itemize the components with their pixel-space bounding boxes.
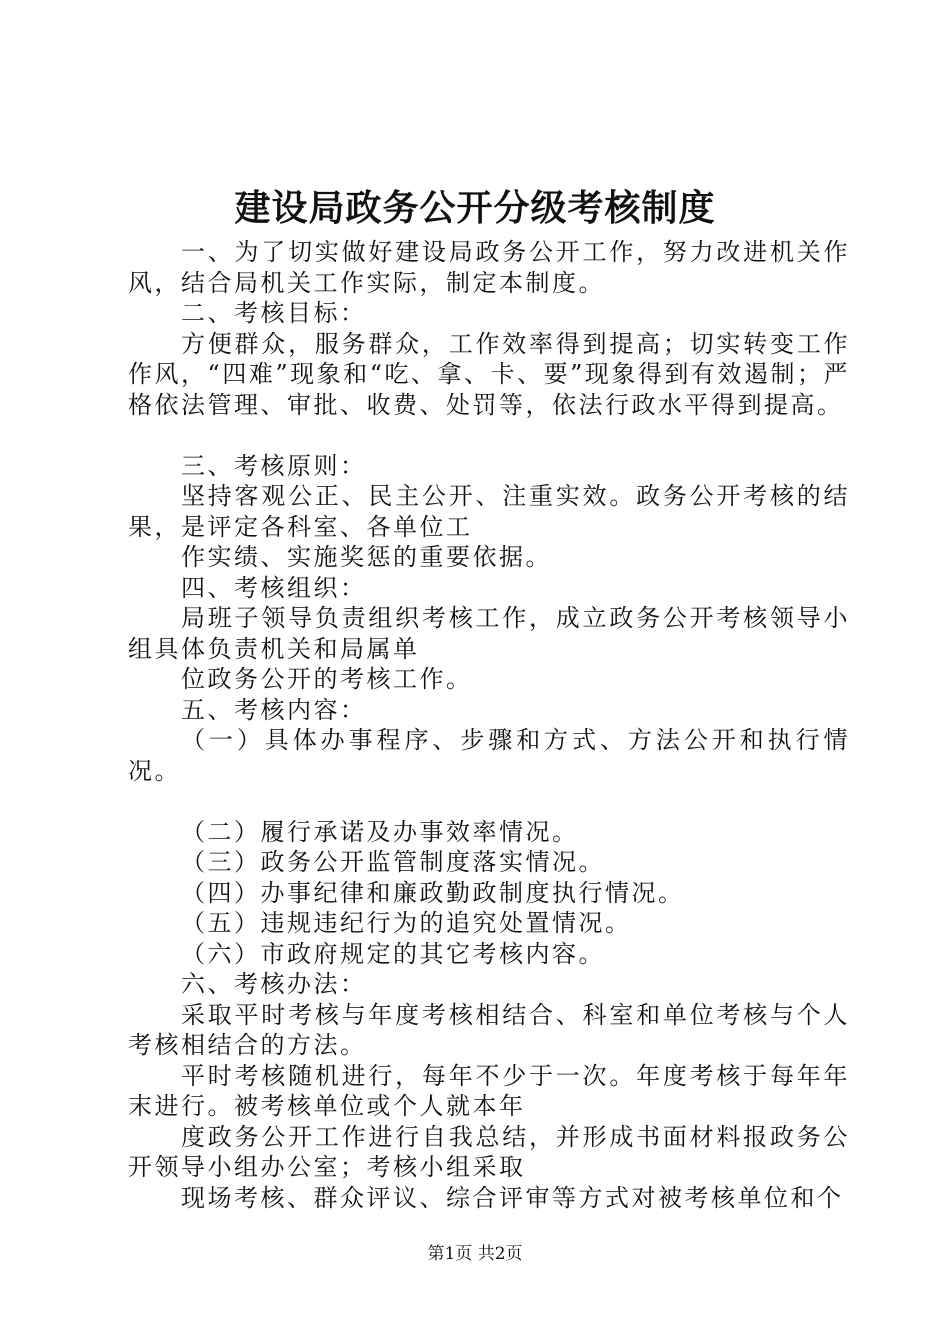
- paragraph-goals: 方便群众，服务群众，工作效率得到提高；切实转变工作作风，“四难”现象和“吃、拿、卡、要”现象得到有效遏制；严格依法管理、审批、收费、处罚等，依法行政水平得到提高。: [128, 329, 850, 419]
- paragraph-organization-cont: 位政务公开的考核工作。: [181, 665, 473, 693]
- paragraph-methods-annual: 度政务公开工作进行自我总结，并形成书面材料报政务公开领导小组办公室；考核小组采取: [128, 1122, 850, 1181]
- heading-goals: 二、考核目标：: [181, 299, 367, 327]
- list-item: （四）办事纪律和廉政勤政制度执行情况。: [181, 878, 685, 907]
- heading-methods: 六、考核办法：: [181, 970, 367, 998]
- document-body: [128, 237, 850, 1213]
- list-item: （三）政务公开监管制度落实情况。: [181, 848, 605, 876]
- document-title: 建设局政务公开分级考核制度: [234, 187, 716, 229]
- paragraph-organization: 局班子领导负责组织考核工作，成立政务公开考核领导小组具体负责机关和局属单: [128, 604, 850, 663]
- paragraph-purpose: 一、为了切实做好建设局政务公开工作，努力改进机关作风，结合局机关工作实际，制定本制度。: [128, 238, 850, 297]
- heading-organization: 四、考核组织：: [181, 573, 367, 602]
- heading-principles: 三、考核原则：: [181, 451, 367, 480]
- paragraph-methods-routine: 平时考核随机进行，每年不少于一次。年度考核于每年年末进行。被考核单位或个人就本年: [128, 1061, 850, 1120]
- paragraph-methods-onsite: 现场考核、群众评议、综合评审等方式对被考核单位和个: [181, 1183, 844, 1212]
- paragraph-principles: 坚持客观公正、民主公开、注重实效。政务公开考核的结果，是评定各科室、各单位工: [128, 482, 850, 541]
- list-item: （五）违规违纪行为的追究处置情况。: [181, 909, 632, 937]
- list-item: （六）市政府规定的其它考核内容。: [181, 939, 605, 968]
- paragraph-methods: 采取平时考核与年度考核相结合、科室和单位考核与个人考核相结合的方法。: [128, 1000, 850, 1059]
- paragraph-principles-cont: 作实绩、实施奖惩的重要依据。: [181, 543, 552, 571]
- page-footer: 第1页 共2页: [427, 1244, 523, 1264]
- heading-content: 五、考核内容：: [181, 695, 367, 724]
- list-item: （一）具体办事程序、步骤和方式、方法公开和执行情况。: [128, 726, 850, 785]
- list-item: （二）履行承诺及办事效率情况。: [181, 817, 579, 846]
